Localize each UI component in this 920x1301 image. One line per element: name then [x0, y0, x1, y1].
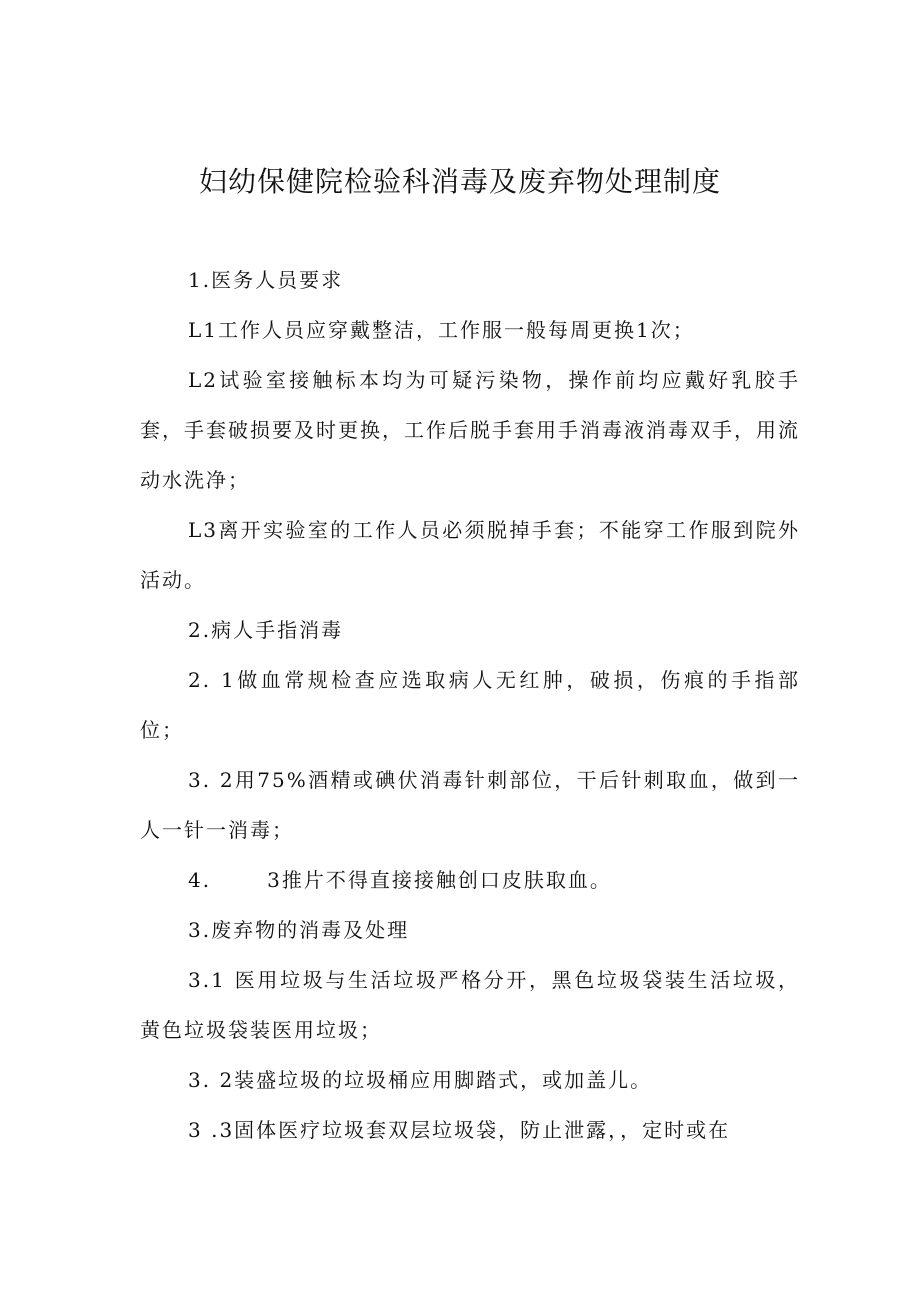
- paragraph-3-2-bin: 3. 2装盛垃圾的垃圾桶应用脚踏式，或加盖儿。: [188, 1068, 653, 1092]
- paragraph-4-smear: [140, 855, 800, 905]
- document-title: 妇幼保健院检验科消毒及废弃物处理制度: [198, 165, 721, 198]
- paragraph-l3: L3离开实验室的工作人员必须脱掉手套；不能穿工作服到院外活动。: [140, 518, 800, 592]
- section-heading-patient: 2.病人手指消毒: [188, 618, 344, 642]
- section-heading-staff: 1.医务人员要求: [188, 268, 344, 292]
- paragraph-3-2-disinfect: 3. 2用75%酒精或碘伏消毒针刺部位，干后针刺取血，做到一人一针一消毒；: [140, 768, 800, 842]
- section-heading-waste: 3.废弃物的消毒及处理: [188, 918, 410, 942]
- list-number: 4.: [188, 868, 212, 892]
- paragraph-l1: L1工作人员应穿戴整洁，工作服一般每周更换1次；: [188, 318, 695, 342]
- document-body: [140, 255, 800, 1155]
- paragraph-4-text: 3推片不得直接接触创口皮肤取血。: [267, 868, 612, 892]
- paragraph-3-1: 3.1 医用垃圾与生活垃圾严格分开，黑色垃圾袋装生活垃圾，黄色垃圾袋装医用垃圾；: [140, 968, 800, 1042]
- paragraph-3-3: 3 .3固体医疗垃圾套双层垃圾袋，防止泄露，，定时或在: [188, 1118, 731, 1142]
- paragraph-l2: L2试验室接触标本均为可疑污染物，操作前均应戴好乳胶手套，手套破损要及时更换，工作后脱手套用手消毒液消毒双手，用流动水洗净；: [140, 368, 800, 492]
- paragraph-2-1: 2. 1做血常规检查应选取病人无红肿，破损，伤痕的手指部位；: [140, 668, 800, 742]
